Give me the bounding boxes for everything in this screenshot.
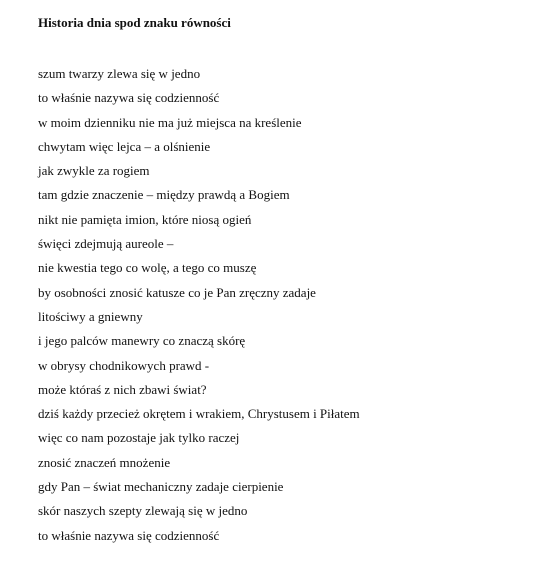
poem-line: święci zdejmują aureole – [38,236,174,252]
poem-body [38,62,360,548]
poem-line: w obrysy chodnikowych prawd - [38,357,210,373]
poem-line: więc co nam pozostaje jak tylko raczej [38,430,240,446]
poem-line: to właśnie nazywa się codzienność [38,527,220,543]
poem-line: to właśnie nazywa się codzienność [38,90,220,106]
poem-line: znosić znaczeń mnożenie [38,454,171,470]
poem-line: by osobności znosić katusze co je Pan zręczny zadaje [38,284,316,300]
poem-title: Historia dnia spod znaku równości [38,15,231,30]
poem-line: skór naszych szepty zlewają się w jedno [38,503,248,519]
poem-line: chwytam więc lejca – a olśnienie [38,138,211,154]
poem-line: w moim dzienniku nie ma już miejsca na kreślenie [38,114,302,130]
poem-line: może któraś z nich zbawi świat? [38,381,207,397]
poem-line: dziś każdy przecież okrętem i wrakiem, Chrystusem i Piłatem [38,406,360,422]
poem-line: nie kwestia tego co wolę, a tego co muszę [38,260,257,276]
poem-line: jak zwykle za rogiem [38,163,150,179]
poem-line: szum twarzy zlewa się w jedno [38,66,201,81]
poem-line: litościwy a gniewny [38,308,143,324]
poem-line: i jego palców manewry co znaczą skórę [38,333,246,349]
poem-line: gdy Pan – świat mechaniczny zadaje cierpienie [38,479,284,495]
poem-line: nikt nie pamięta imion, które niosą ogień [38,211,252,227]
poem-line: tam gdzie znaczenie – między prawdą a Bogiem [38,187,290,203]
